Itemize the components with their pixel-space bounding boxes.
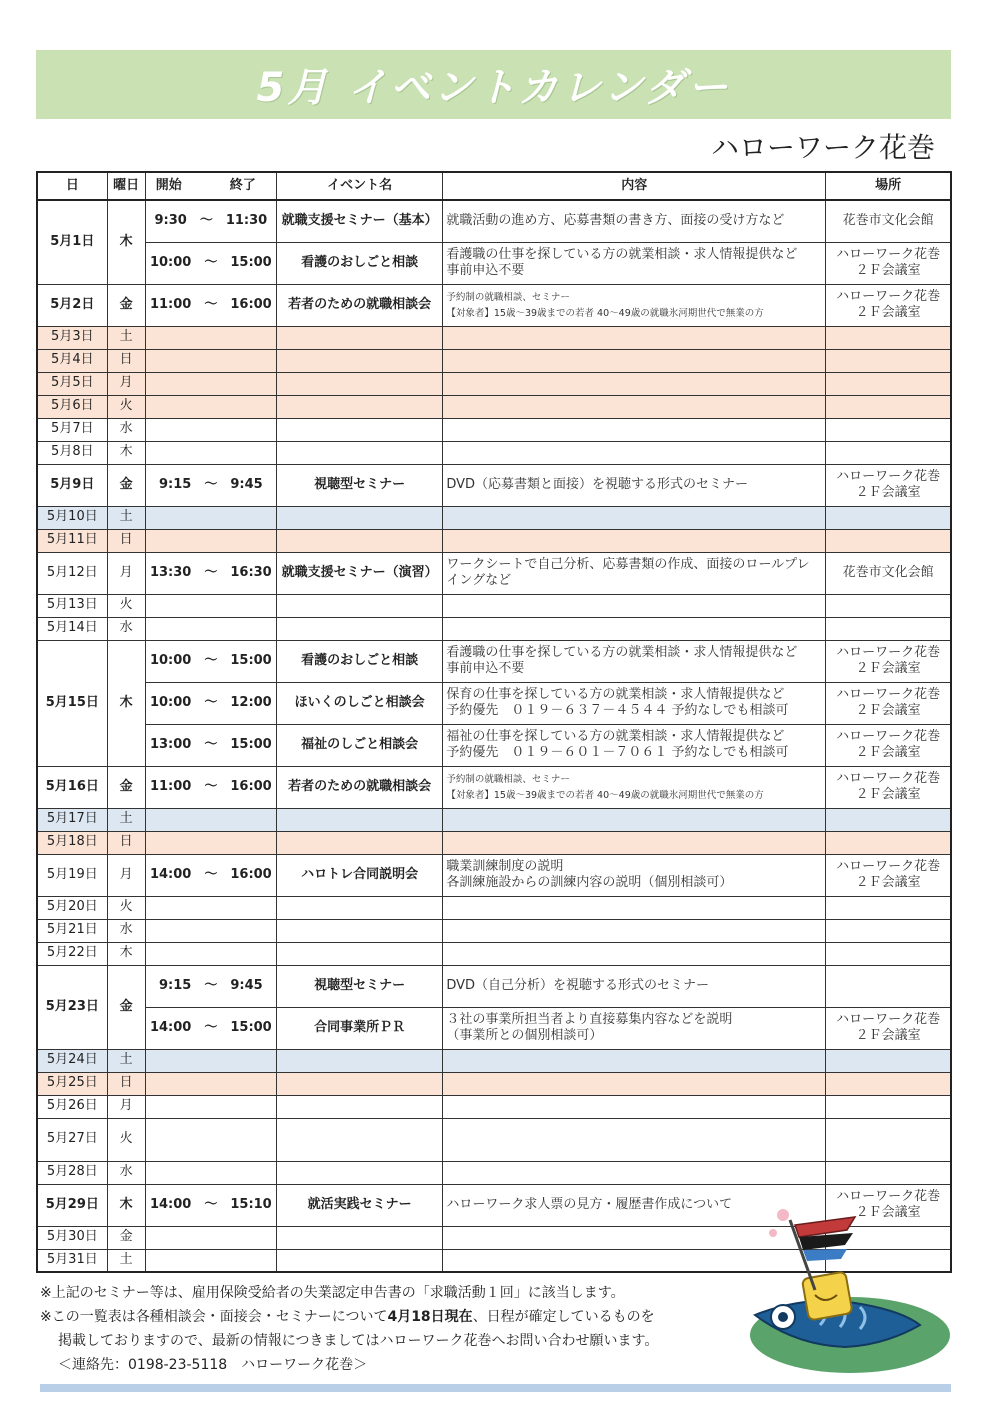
event-name-cell: 看護のおしごと相談 [277,242,443,284]
day-cell: 5月26日 [37,1095,107,1118]
header-content: 内容 [443,172,826,200]
table-row [37,395,951,418]
time-cell: 13:30 ～ 16:30 [145,552,276,594]
content-cell [443,1007,826,1049]
place-line: ハローワーク花巻 [836,288,941,304]
time-cell: 11:00 ～ 16:00 [145,284,276,326]
blossom [777,1209,789,1221]
table-row [37,200,951,242]
table-row [37,854,951,896]
weekday-cell: 月 [107,552,145,594]
organization-name: ハローワーク花巻 [710,131,935,164]
header-day: 日 [37,172,107,200]
table-row [37,896,951,919]
day-cell: 5月19日 [37,854,107,896]
place-line: ハローワーク花巻 [836,686,941,702]
table-row [37,724,951,766]
content-line: 事前申込不要 [446,263,525,278]
header-end: 終了 [229,177,256,193]
weekday-cell: 火 [107,594,145,617]
place-cell [826,640,951,682]
table-row [37,1095,951,1118]
table-row [37,1007,951,1049]
content-line: 【対象者】15歳～39歳までの若者 40～49歳の就職氷河期世代で無業の方 [446,308,764,319]
page-title: 5月 イベントカレンダー [256,65,731,111]
day-cell: 5月31日 [37,1249,107,1272]
place-line: 花巻市文化会館 [842,213,934,229]
day-cell: 5月17日 [37,808,107,831]
day-cell: 5月18日 [37,831,107,854]
koinobori-illustration [735,1195,950,1375]
day-cell: 5月9日 [37,464,107,506]
content-cell [443,284,826,326]
day-cell: 5月25日 [37,1072,107,1095]
place-cell [826,284,951,326]
footer-contact: ＜連絡先：0198-23-5118 ハローワーク花巻＞ [58,1357,368,1373]
day-cell: 5月3日 [37,326,107,349]
header-time [145,172,276,200]
weekday-cell: 水 [107,617,145,640]
weekday-cell: 火 [107,395,145,418]
day-cell: 5月5日 [37,372,107,395]
event-name-cell: 若者のための就職相談会 [277,766,443,808]
day-cell: 5月8日 [37,441,107,464]
time-cell: 10:00 ～ 15:00 [145,242,276,284]
place-line: ハローワーク花巻 [836,858,941,874]
place-cell [826,682,951,724]
content-line: ３社の事業所担当者より直接募集内容などを説明 [446,1011,733,1027]
place-line: ２Ｆ会議室 [855,263,921,278]
weekday-cell: 水 [107,1161,145,1184]
day-cell: 5月4日 [37,349,107,372]
weekday-cell: 土 [107,808,145,831]
table-row [37,942,951,965]
event-name-cell: ハロトレ合同説明会 [277,854,443,896]
content-line: 予約制の就職相談、セミナー [446,291,570,303]
event-name-cell: ほいくのしごと相談会 [277,682,443,724]
content-line: （事業所との個別相談可） [446,1028,603,1043]
place-line: ２Ｆ会議室 [855,1205,921,1220]
weekday-cell: 土 [107,1049,145,1072]
place-line: ハローワーク花巻 [836,770,941,786]
weekday-cell: 土 [107,1249,145,1272]
table-row [37,1118,951,1161]
content-line: 職業訓練制度の説明 [446,858,564,874]
day-cell: 5月1日 [37,200,107,284]
place-line: ２Ｆ会議室 [855,787,921,802]
day-cell: 5月20日 [37,896,107,919]
place-line: ２Ｆ会議室 [855,703,921,718]
bottom-bar [40,1384,951,1392]
day-cell: 5月2日 [37,284,107,326]
content-cell [443,682,826,724]
weekday-cell: 月 [107,1095,145,1118]
blossom [769,1229,777,1237]
place-line: ２Ｆ会議室 [855,875,921,890]
table-row [37,326,951,349]
table-row [37,831,951,854]
weekday-cell: 木 [107,640,145,766]
place-line: ２Ｆ会議室 [855,661,921,676]
table-row [37,349,951,372]
weekday-cell: 火 [107,896,145,919]
weekday-cell: 木 [107,441,145,464]
weekday-cell: 日 [107,1072,145,1095]
table-row [37,284,951,326]
weekday-cell: 木 [107,942,145,965]
content-line: 予約制の就職相談、セミナー [446,773,570,785]
time-cell: 14:00 ～ 15:00 [145,1007,276,1049]
day-cell: 5月29日 [37,1184,107,1226]
content-cell [443,854,826,896]
content-line: DVD（自己分析）を視聴する形式のセミナー [446,977,710,993]
day-cell: 5月11日 [37,529,107,552]
event-name-cell: 福祉のしごと相談会 [277,724,443,766]
event-name-cell: 若者のための就職相談会 [277,284,443,326]
table-row [37,682,951,724]
event-name-cell: 看護のおしごと相談 [277,640,443,682]
day-cell: 5月23日 [37,965,107,1049]
content-line: ハローワーク求人票の見方・履歴書作成について [446,1196,733,1212]
weekday-cell: 月 [107,372,145,395]
table-row [37,464,951,506]
time-cell: 14:00 ～ 15:10 [145,1184,276,1226]
day-cell: 5月12日 [37,552,107,594]
table-row [37,640,951,682]
content-cell [443,464,826,506]
place-line: ハローワーク花巻 [836,644,941,660]
place-cell [826,200,951,242]
content-cell [443,552,826,594]
footer-date: 4月18日現在 [387,1309,473,1325]
table-row [37,594,951,617]
place-line: ハローワーク花巻 [836,1188,941,1204]
place-line: ２Ｆ会議室 [855,745,921,760]
place-line: ハローワーク花巻 [836,728,941,744]
header-start: 開始 [155,177,182,193]
day-cell: 5月10日 [37,506,107,529]
place-line: 花巻市文化会館 [842,564,934,580]
table-row [37,617,951,640]
weekday-cell: 金 [107,1226,145,1249]
content-line: 予約優先 ０１９－６０１－７０６１ 予約なしでも相談可 [446,745,789,760]
content-line: 予約優先 ０１９－６３７－４５４４ 予約なしでも相談可 [446,703,789,718]
content-line: 【対象者】15歳～39歳までの若者 40～49歳の就職氷河期世代で無業の方 [446,790,764,801]
table-row [37,965,951,1007]
content-cell [443,640,826,682]
day-cell: 5月14日 [37,617,107,640]
weekday-cell: 土 [107,326,145,349]
place-cell [826,1007,951,1049]
time-cell: 11:00 ～ 16:00 [145,766,276,808]
footer-note-1: ※上記のセミナー等は、雇用保険受給者の失業認定申告書の「求職活動１回」に該当します。 [40,1285,625,1301]
event-name-cell: 合同事業所ＰＲ [277,1007,443,1049]
weekday-cell: 日 [107,831,145,854]
content-line: 看護職の仕事を探している方の就業相談・求人情報提供など [446,246,798,262]
place-line: ハローワーク花巻 [836,1011,941,1027]
content-cell [443,724,826,766]
title-banner [36,50,951,119]
footer-text: 、日程が確定しているものを [472,1309,655,1325]
event-name-cell: 就職支援セミナー（基本） [277,200,443,242]
day-cell: 5月27日 [37,1118,107,1161]
koi-pupil [778,1312,788,1322]
time-cell: 10:00 ～ 15:00 [145,640,276,682]
content-line: 就職活動の進め方、応募書類の書き方、面接の受け方など [446,213,785,229]
table-row [37,808,951,831]
weekday-cell: 金 [107,965,145,1049]
content-cell [443,200,826,242]
day-cell: 5月16日 [37,766,107,808]
time-cell: 14:00 ～ 16:00 [145,854,276,896]
place-line: ハローワーク花巻 [836,246,941,262]
day-cell: 5月24日 [37,1049,107,1072]
time-cell: 9:30 ～ 11:30 [145,200,276,242]
weekday-cell: 金 [107,766,145,808]
day-cell: 5月30日 [37,1226,107,1249]
day-cell: 5月15日 [37,640,107,766]
place-cell [826,724,951,766]
content-cell [443,766,826,808]
day-cell: 5月22日 [37,942,107,965]
place-cell [826,965,951,1007]
day-cell: 5月13日 [37,594,107,617]
footer-notes [40,1281,658,1377]
table-row [37,441,951,464]
day-cell: 5月6日 [37,395,107,418]
weekday-cell: 月 [107,854,145,896]
time-cell: 9:15 ～ 9:45 [145,965,276,1007]
day-cell: 5月7日 [37,418,107,441]
event-name-cell: 就職支援セミナー（演習） [277,552,443,594]
content-line: 福祉の仕事を探している方の就業相談・求人情報提供など [446,728,785,744]
header-weekday: 曜日 [107,172,145,200]
header-event: イベント名 [277,172,443,200]
table-row [37,552,951,594]
table-row [37,242,951,284]
table-header-row [37,172,951,200]
table-row [37,1161,951,1184]
table-row [37,766,951,808]
weekday-cell: 日 [107,349,145,372]
time-cell: 10:00 ～ 12:00 [145,682,276,724]
day-cell: 5月28日 [37,1161,107,1184]
table-row [37,506,951,529]
footer-text: ※この一覧表は各種相談会・面接会・セミナーについて [40,1309,388,1325]
weekday-cell: 金 [107,464,145,506]
weekday-cell: 日 [107,529,145,552]
weekday-cell: 水 [107,919,145,942]
content-line: 各訓練施設からの訓練内容の説明（個別相談可） [446,875,733,890]
table-row [37,919,951,942]
content-cell [443,965,826,1007]
table-row [37,1072,951,1095]
place-cell [826,766,951,808]
place-cell [826,552,951,594]
place-cell [826,854,951,896]
time-cell: 9:15 ～ 9:45 [145,464,276,506]
weekday-cell: 木 [107,1184,145,1226]
footer-note-3: 掲載しておりますので、最新の情報につきましてはハローワーク花巻へお問い合わせ願います。 [58,1333,659,1349]
content-line: 看護職の仕事を探している方の就業相談・求人情報提供など [446,644,798,660]
event-calendar-table [36,171,952,1273]
content-line: イングなど [446,573,512,588]
table-row [37,372,951,395]
time-cell: 13:00 ～ 15:00 [145,724,276,766]
table-row [37,1049,951,1072]
event-name-cell: 視聴型セミナー [277,965,443,1007]
weekday-cell: 水 [107,418,145,441]
content-line: 保育の仕事を探している方の就業相談・求人情報提供など [446,686,785,702]
footer-note-2 [40,1305,658,1329]
day-cell: 5月21日 [37,919,107,942]
small-koi-blue [803,1249,847,1261]
content-line: DVD（応募書類と面接）を視聴する形式のセミナー [446,476,749,492]
place-line: ２Ｆ会議室 [855,1028,921,1043]
weekday-cell: 土 [107,506,145,529]
place-line: ２Ｆ会議室 [855,485,921,500]
event-name-cell: 就活実践セミナー [277,1184,443,1226]
weekday-cell: 金 [107,284,145,326]
weekday-cell: 木 [107,200,145,284]
table-row [37,529,951,552]
place-cell [826,464,951,506]
place-line: ハローワーク花巻 [836,468,941,484]
weekday-cell: 火 [107,1118,145,1161]
event-name-cell: 視聴型セミナー [277,464,443,506]
content-line: ワークシートで自己分析、応募書類の作成、面接のロールプレ [446,556,810,572]
content-line: 事前申込不要 [446,661,525,676]
place-cell [826,242,951,284]
content-cell [443,242,826,284]
table-row [37,418,951,441]
place-line: ２Ｆ会議室 [855,305,921,320]
header-place: 場所 [826,172,951,200]
